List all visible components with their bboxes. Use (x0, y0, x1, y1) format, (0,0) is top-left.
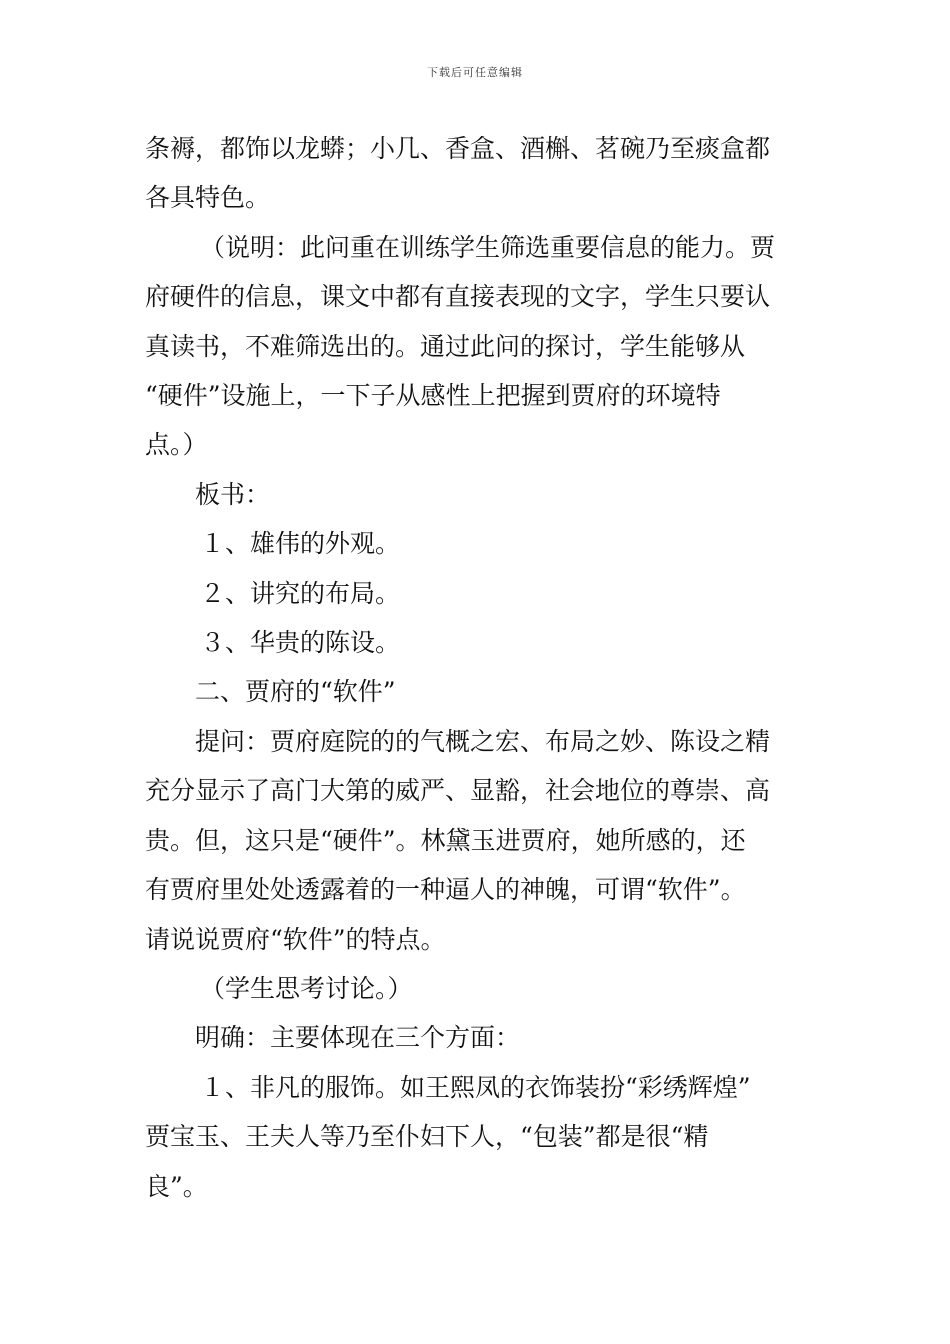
text-line: 良”。 (145, 1171, 208, 1201)
paragraph-blackboard-heading (145, 470, 815, 519)
paragraph-explanation (145, 223, 815, 470)
text-line: 请说说贾府“软件”的特点。 (145, 924, 446, 954)
text-line: ３、华贵的陈设。 (200, 628, 401, 658)
text-line: 条褥，都饰以龙蟒；小几、香盒、酒槲、茗碗乃至痰盒都 (145, 134, 771, 163)
list-item-1 (145, 519, 815, 568)
text-line: ２、讲究的布局。 (200, 578, 401, 608)
paragraph-question (145, 717, 815, 964)
text-line: １、非凡的服饰。如王熙凤的衣饰装扮“彩绣辉煌” (200, 1072, 751, 1102)
paragraph-answer-1 (145, 1063, 815, 1211)
text-line: 贾宝玉、王夫人等乃至仆妇下人，“包装”都是很“精 (145, 1122, 709, 1152)
page-header: 下载后可任意编辑 (427, 66, 523, 79)
text-line: 府硬件的信息，课文中都有直接表现的文字，学生只要认 (145, 282, 771, 312)
section-heading (145, 667, 815, 716)
paragraph-answer-intro (145, 1013, 815, 1062)
text-line: （学生思考讨论。） (200, 973, 413, 1003)
list-item-3 (145, 618, 815, 667)
text-line: 真读书，不难筛选出的。通过此问的探讨，学生能够从 (145, 331, 746, 361)
text-line: １、雄伟的外观。 (200, 529, 401, 559)
text-line: 二、贾府的“软件” (195, 677, 396, 707)
paragraph-discussion (145, 964, 815, 1013)
text-line: “硬件”设施上，一下子从感性上把握到贾府的环境特 (145, 381, 721, 411)
document-body (145, 124, 815, 1211)
text-line: 点。） (145, 430, 208, 460)
text-line: 提问：贾府庭院的的气概之宏、布局之妙、陈设之精 (195, 726, 771, 756)
text-line: 贵。但，这只是“硬件”。林黛玉进贾府，她所感的，还 (145, 825, 746, 855)
text-line: 充分显示了高门大第的威严、显豁，社会地位的尊崇、高 (145, 776, 771, 806)
text-line: 明确：主要体现在三个方面： (195, 1023, 521, 1053)
text-line: 板书： (195, 479, 271, 509)
text-line: （说明：此问重在训练学生筛选重要信息的能力。贾 (200, 232, 776, 262)
paragraph-decor-continued (145, 124, 815, 223)
list-item-2 (145, 569, 815, 618)
text-line: 有贾府里处处透露着的一种逼人的神魄，可谓“软件”。 (145, 875, 746, 905)
text-line: 各具特色。 (145, 183, 271, 213)
